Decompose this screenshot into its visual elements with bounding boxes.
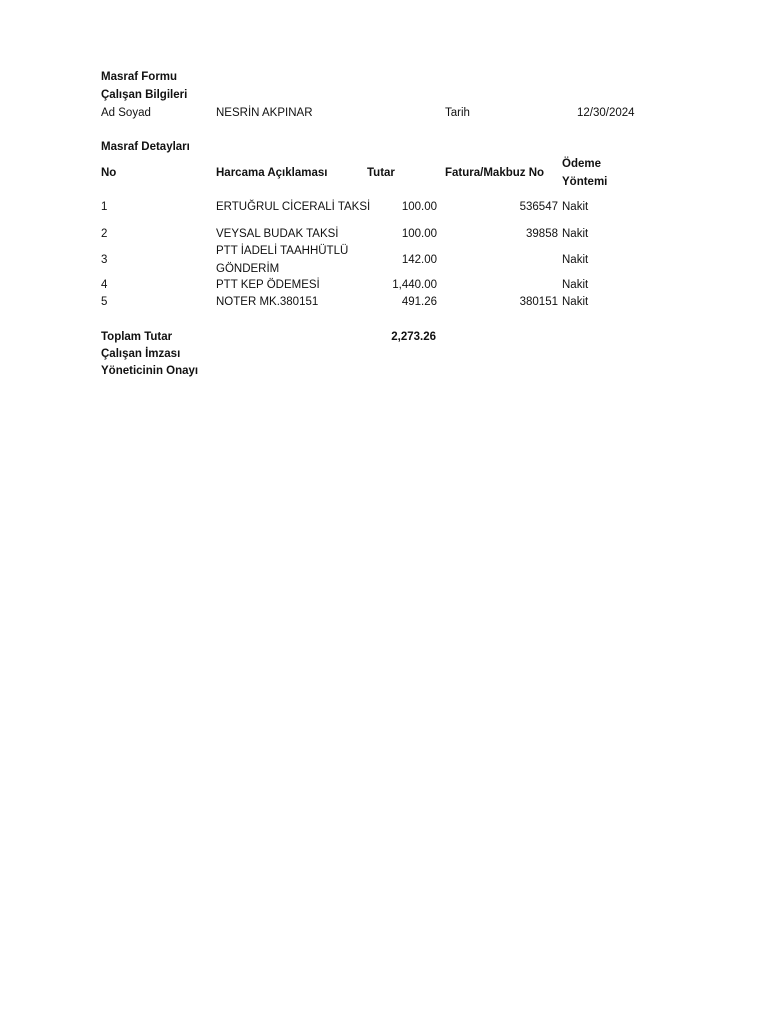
- name-value: NESRİN AKPINAR: [216, 107, 313, 119]
- row-4-amount: 1,440.00: [392, 279, 437, 291]
- row-3-amount: 142.00: [401, 254, 437, 266]
- row-3-no: 3: [101, 254, 108, 266]
- row-5-amount: 491.26: [401, 296, 437, 308]
- header-amount: Tutar: [367, 167, 395, 179]
- row-2-receipt: 39858: [526, 228, 558, 240]
- manager-approval-label: Yöneticinin Onayı: [101, 365, 199, 377]
- row-1-payment: Nakit: [562, 201, 589, 213]
- row-4-description: PTT KEP ÖDEMESİ: [216, 279, 320, 291]
- date-label: Tarih: [445, 107, 470, 119]
- row-1-no: 1: [101, 201, 108, 213]
- header-payment-line1: Ödeme: [562, 158, 601, 170]
- total-value: 2,273.26: [391, 331, 436, 343]
- header-payment-line2: Yöntemi: [562, 176, 608, 188]
- total-label: Toplam Tutar: [101, 331, 173, 343]
- row-4-payment: Nakit: [562, 279, 589, 291]
- row-1-amount: 100.00: [401, 201, 437, 213]
- row-5-description: NOTER MK.380151: [216, 296, 319, 308]
- employee-signature-label: Çalışan İmzası: [101, 348, 181, 360]
- row-3-description-line2: GÖNDERİM: [216, 263, 280, 275]
- employee-info-heading: Çalışan Bilgileri: [101, 89, 188, 101]
- header-description: Harcama Açıklaması: [216, 167, 328, 179]
- name-label: Ad Soyad: [101, 107, 151, 119]
- header-no: No: [101, 167, 117, 179]
- row-5-receipt: 380151: [519, 296, 558, 308]
- row-5-no: 5: [101, 296, 108, 308]
- row-3-payment: Nakit: [562, 254, 589, 266]
- row-2-amount: 100.00: [401, 228, 437, 240]
- row-2-payment: Nakit: [562, 228, 589, 240]
- date-value: 12/30/2024: [577, 107, 635, 119]
- header-receipt-no: Fatura/Makbuz No: [445, 167, 545, 179]
- row-2-description: VEYSAL BUDAK TAKSİ: [216, 228, 339, 240]
- row-4-no: 4: [101, 279, 108, 291]
- row-5-payment: Nakit: [562, 296, 589, 308]
- row-2-no: 2: [101, 228, 108, 240]
- row-1-description: ERTUĞRUL CİCERALİ TAKSİ: [216, 201, 371, 213]
- form-title: Masraf Formu: [101, 71, 178, 83]
- expense-details-heading: Masraf Detayları: [101, 141, 190, 153]
- row-3-description-line1: PTT İADELİ TAAHHÜTLÜ: [216, 245, 349, 257]
- row-1-receipt: 536547: [519, 201, 558, 213]
